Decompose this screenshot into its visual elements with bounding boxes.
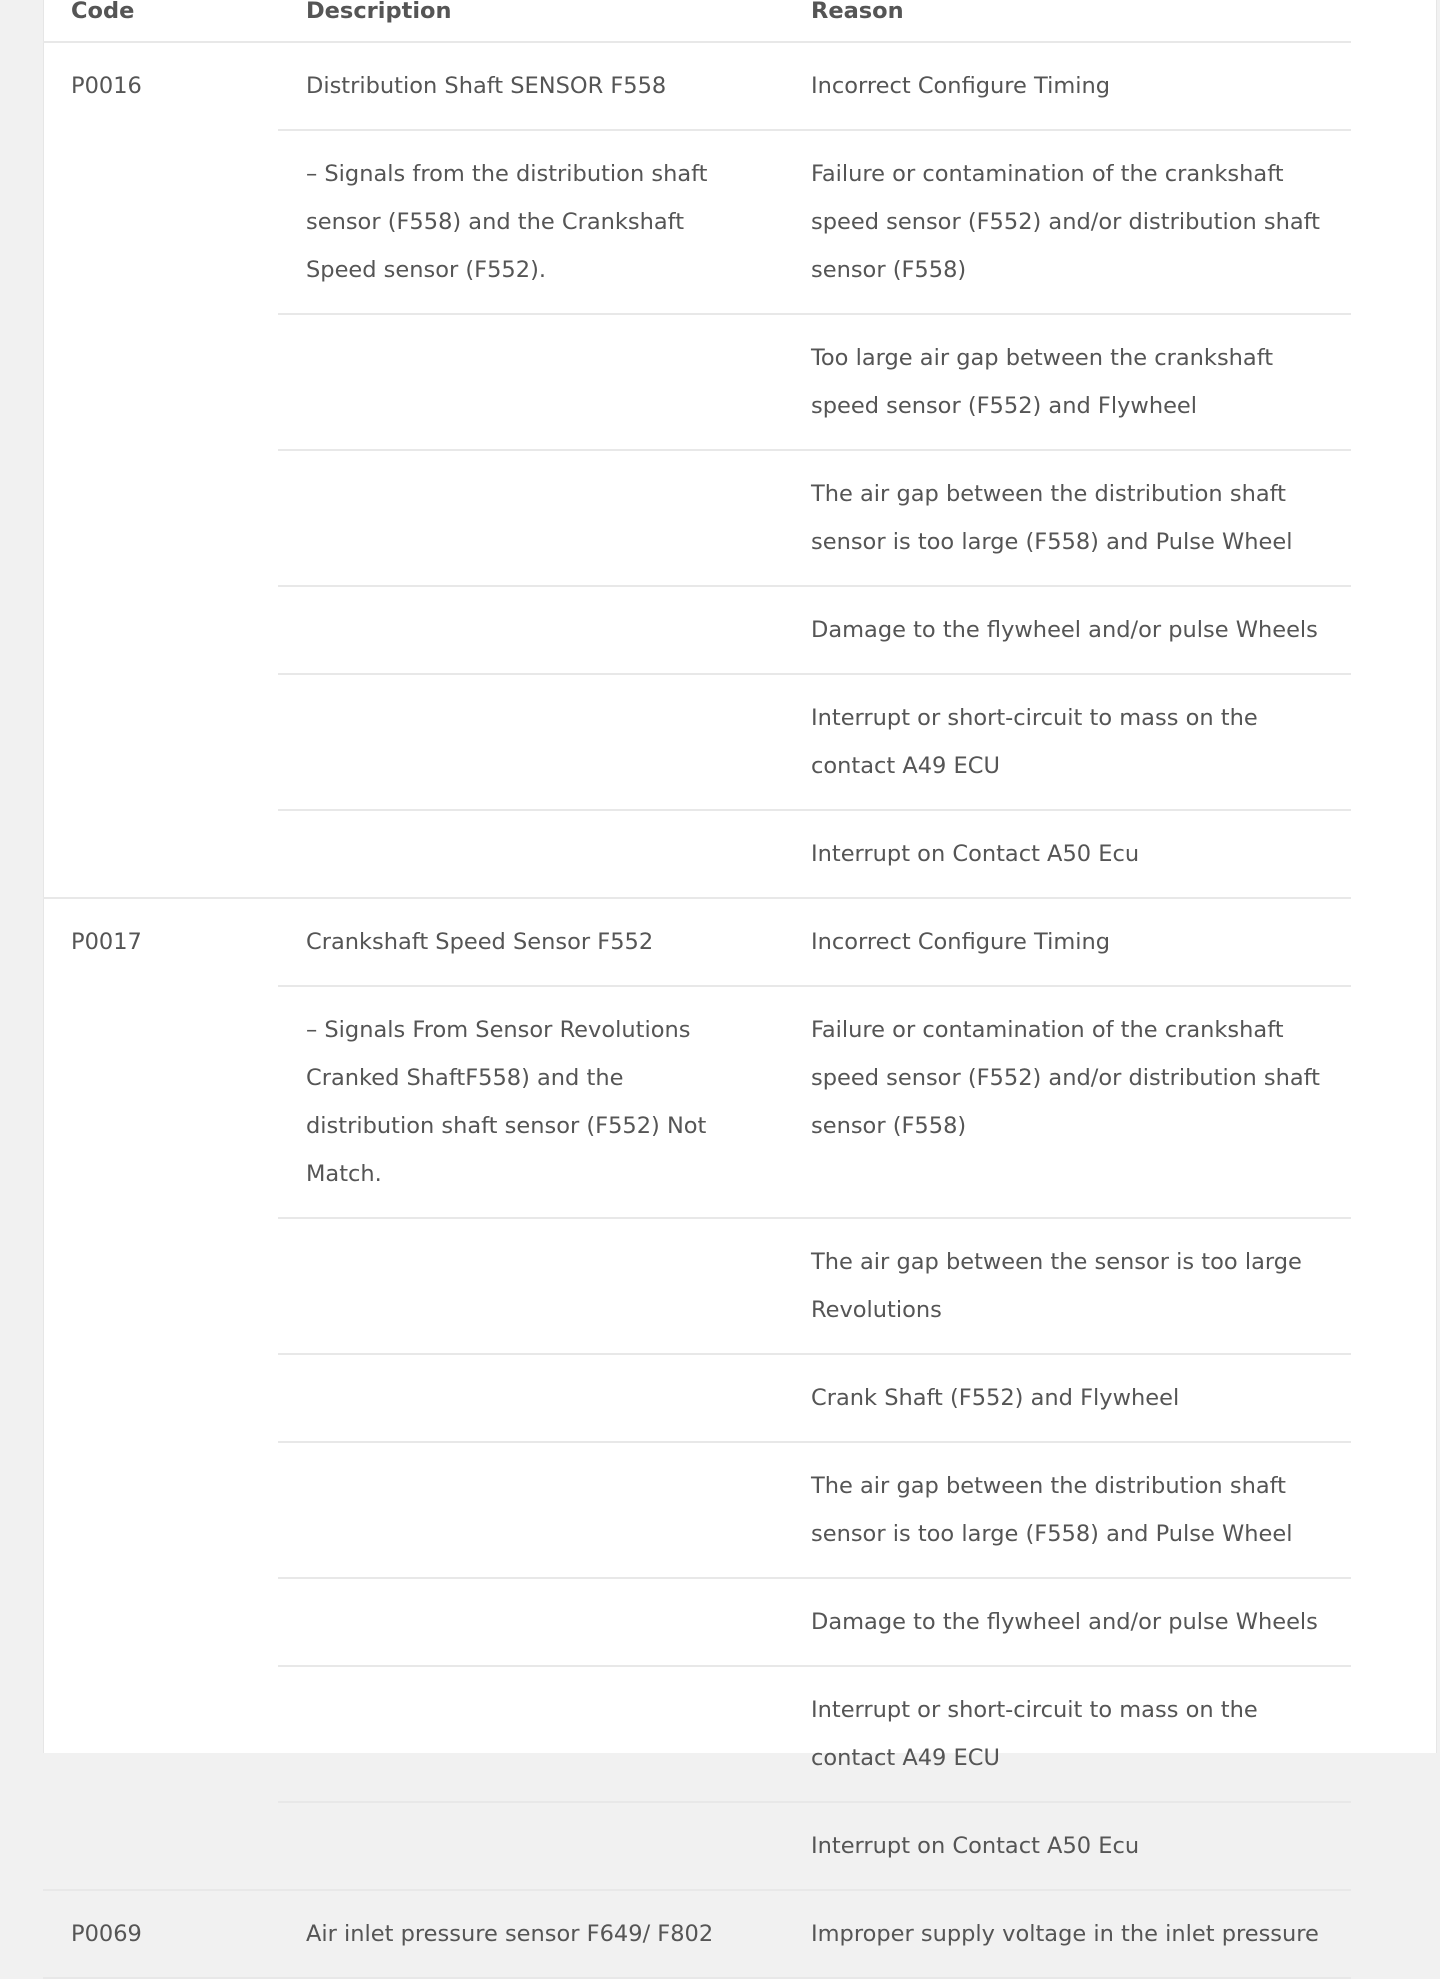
cell-description <box>278 810 783 898</box>
table-body <box>43 42 1351 1978</box>
cell-reason: Interrupt on Contact A50 Ecu <box>783 810 1351 898</box>
cell-description <box>278 314 783 450</box>
cell-description: Crankshaft Speed Sensor F552 <box>278 898 783 986</box>
cell-reason: Incorrect Configure Timing <box>783 42 1351 130</box>
table-row <box>43 42 1351 130</box>
cell-description <box>278 1218 783 1354</box>
table-row <box>43 898 1351 986</box>
cell-reason: Damage to the flywheel and/or pulse Wheels <box>783 1578 1351 1666</box>
cell-description <box>278 674 783 810</box>
header-description: Description <box>278 0 783 42</box>
cell-reason: The air gap between the sensor is too large Revolutions <box>783 1218 1351 1354</box>
cell-reason: Failure or contamination of the crankshaft speed sensor (F552) and/or distribution shaft sensor (F558) <box>783 130 1351 314</box>
cell-description: Distribution Shaft SENSOR F558 <box>278 42 783 130</box>
fault-code-table <box>43 0 1351 1979</box>
cell-reason: Damage to the flywheel and/or pulse Wheels <box>783 586 1351 674</box>
cell-code: P0069 <box>43 1890 278 1978</box>
cell-reason: The air gap between the distribution shaft sensor is too large (F558) and Pulse Wheel <box>783 1442 1351 1578</box>
table-header-row <box>43 0 1351 42</box>
cell-description <box>278 1578 783 1666</box>
cell-reason: Too large air gap between the crankshaft speed sensor (F552) and Flywheel <box>783 314 1351 450</box>
cell-code: P0016 <box>43 42 278 898</box>
cell-description <box>278 1442 783 1578</box>
cell-reason: Interrupt or short-circuit to mass on the contact A49 ECU <box>783 1666 1351 1802</box>
cell-reason: Improper supply voltage in the inlet pressure <box>783 1890 1351 1978</box>
table-row <box>43 1890 1351 1978</box>
cell-description <box>278 1666 783 1802</box>
header-reason: Reason <box>783 0 1351 42</box>
cell-reason: Failure or contamination of the crankshaft speed sensor (F552) and/or distribution shaft sensor (F558) <box>783 986 1351 1218</box>
cell-reason: Incorrect Configure Timing <box>783 898 1351 986</box>
cell-description: – Signals From Sensor Revolutions Cranked ShaftF558) and the distribution shaft sensor (F552) Not Match. <box>278 986 783 1218</box>
cell-code: P0017 <box>43 898 278 1890</box>
cell-description <box>278 586 783 674</box>
cell-description: Air inlet pressure sensor F649/ F802 <box>278 1890 783 1978</box>
cell-description <box>278 450 783 586</box>
cell-description: – Signals from the distribution shaft sensor (F558) and the Crankshaft Speed sensor (F552). <box>278 130 783 314</box>
cell-reason: Crank Shaft (F552) and Flywheel <box>783 1354 1351 1442</box>
cell-reason: Interrupt or short-circuit to mass on the contact A49 ECU <box>783 674 1351 810</box>
header-code: Code <box>43 0 278 42</box>
cell-description <box>278 1802 783 1890</box>
cell-description <box>278 1354 783 1442</box>
cell-reason: The air gap between the distribution shaft sensor is too large (F558) and Pulse Wheel <box>783 450 1351 586</box>
cell-reason: Interrupt on Contact A50 Ecu <box>783 1802 1351 1890</box>
